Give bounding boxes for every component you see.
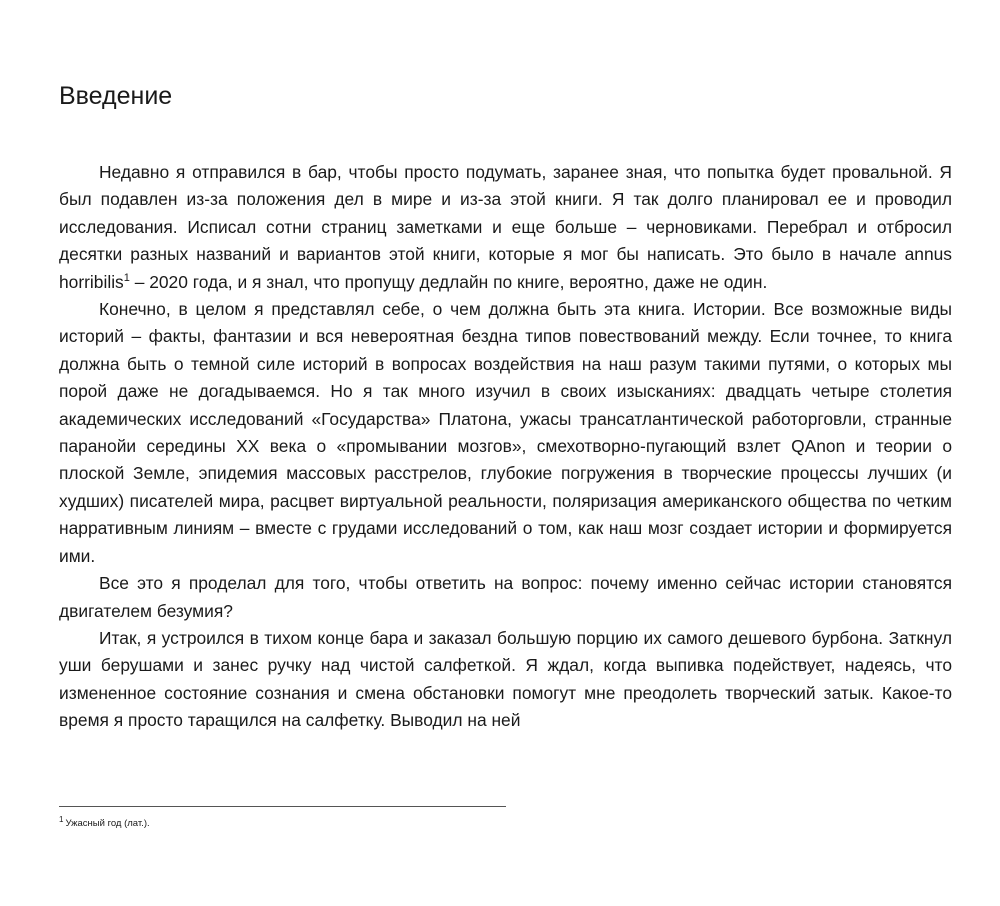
- paragraph-1-text-after-ref: – 2020 года, и я знал, что пропущу дедлайн по книге, вероятно, даже не один.: [129, 271, 768, 292]
- paragraph-2: Конечно, в целом я представлял себе, о чем должна быть эта книга. Истории. Все возможные виды историй – факты, фантазии и вся невероятная бездна типов повествований между. Если точнее, то книга должна быть о темной силе историй в вопросах воздействия на наш разум такими путями, о которых мы порой даже не догадываемся. Но я так много изучил в своих изысканиях: двадцать четыре столетия академических исследований «Государства» Платона, ужасы трансатлантической работорговли, странные паранойи середины XX века о «промывании мозгов», смехотворно-пугающий взлет QAnon и теории о плоской Земле, эпидемия массовых расстрелов, глубокие погружения в творческие процессы лучших (и худших) писателей мира, расцвет виртуальной реальности, поляризация американского общества по четким нарративным линиям – вместе с грудами исследований о том, как наш мозг создает истории и формируется ими.: [59, 299, 952, 566]
- footnote: [59, 814, 150, 831]
- footnote-number: 1: [59, 814, 64, 824]
- body-text: [59, 159, 952, 735]
- footnote-reference[interactable]: 1: [123, 271, 130, 284]
- paragraph-3: Все это я проделал для того, чтобы ответить на вопрос: почему именно сейчас истории становятся двигателем безумия?: [59, 573, 952, 621]
- paragraph-1: [59, 159, 952, 296]
- paragraph-1-text-before-ref: Недавно я отправился в бар, чтобы просто подумать, заранее зная, что попытка будет провальной. Я был подавлен из-за положения дел в мире и из-за этой книги. Я так долго планировал ее и проводил исследования. Исписал сотни страниц заметками и еще больше – черновиками. Перебрал и отбросил десятки разных названий и вариантов этой книги, которые я мог бы написать. Это было в начале annus horribilis: [59, 162, 952, 292]
- paragraph-4: Итак, я устроился в тихом конце бара и заказал большую порцию их самого дешевого бурбона. Заткнул уши берушами и занес ручку над чистой салфеткой. Я ждал, когда выпивка подействует, надеясь, что измененное состояние сознания и смена обстановки помогут мне преодолеть творческий затык. Какое-то время я просто таращился на салфетку. Выводил на ней: [59, 627, 952, 731]
- chapter-title: Введение: [59, 82, 173, 110]
- footnote-divider: [59, 806, 506, 807]
- footnote-text: Ужасный год (лат.).: [65, 818, 150, 829]
